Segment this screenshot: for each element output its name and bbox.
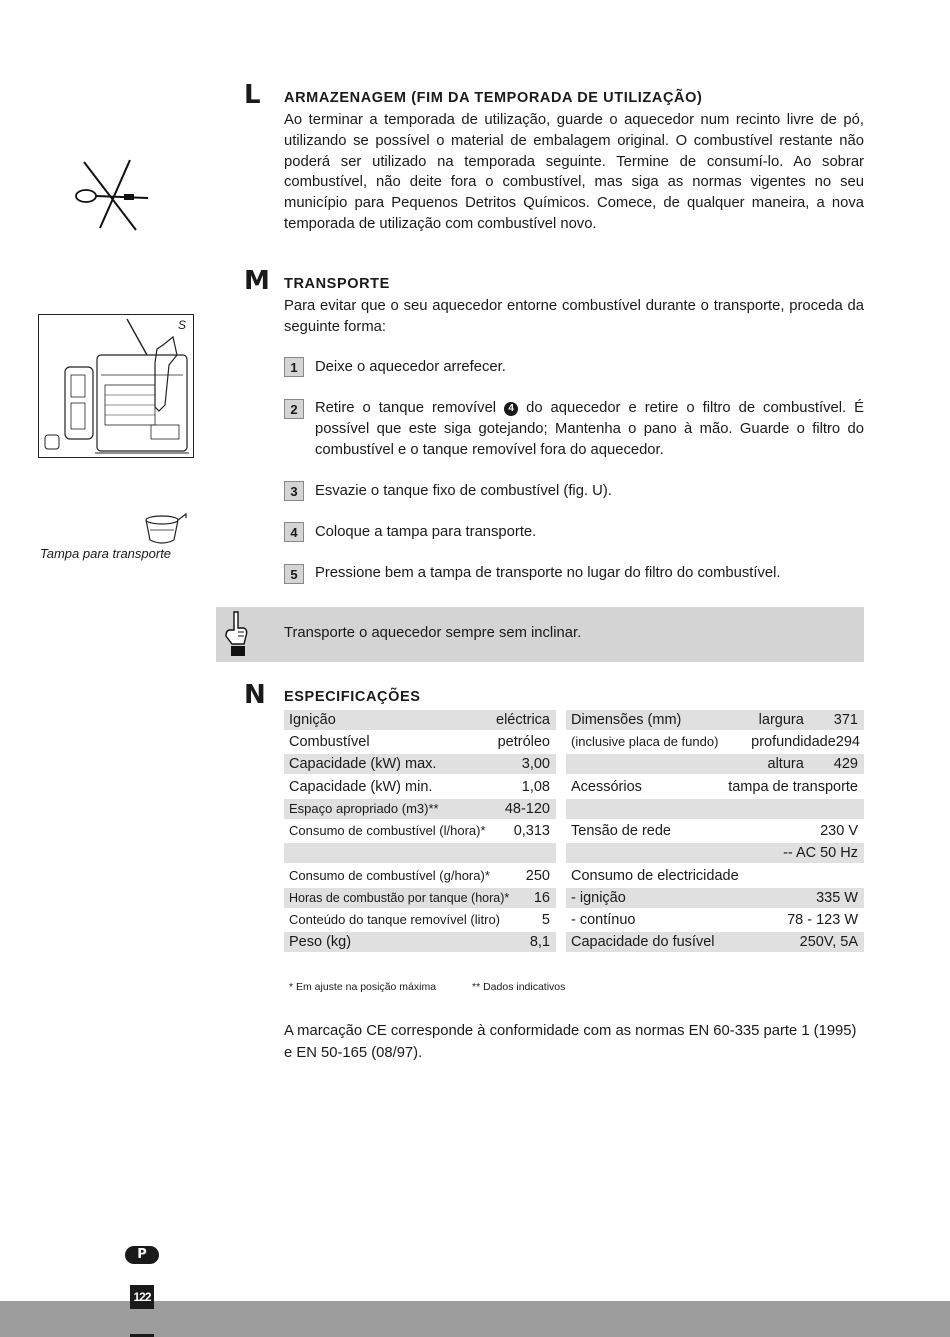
spec-row: - contínuo 78 - 123 W [571,912,858,928]
spec-row: -- AC 50 Hz [566,843,864,863]
transport-cap-icon [140,512,190,548]
step-text-before: Retire o tanque removível [315,400,497,416]
spec-row: Consumo de combustível (l/hora)* 0,313 [289,823,550,839]
spec-row: Peso (kg) 8,1 [284,932,556,952]
spec-row: Acessórios tampa de transporte [571,779,858,795]
step-text: Esvazie o tanque fixo de combustível (fig. U). [315,483,612,499]
section-letter-l: L [244,80,261,110]
figure-s-heater [38,314,194,458]
transport-intro: Para evitar que o seu aquecedor entorne combustível durante o transporte, proceda da seguinte forma: [284,298,864,335]
step-text: Pressione bem a tampa de transporte no lugar do filtro do combustível. [315,565,781,581]
spec-row: Combustível petróleo [289,734,550,750]
spec-row: Consumo de combustível (g/hora)* 250 [289,868,550,884]
step-text-after: do aquecedor e retire o filtro de combustível. É possível que este siga gotejando; Mantenha o pano à mão. Guarde o filtro do combustível e o tanque removível fora do aquecedor. [315,400,864,458]
ce-marking-text: A marcação CE corresponde à conformidade com as normas EN 60-335 parte 1 (1995) e EN 50-165 (08/97). [284,1023,857,1061]
footnote-max-setting: * Em ajuste na posição máxima [289,981,437,993]
figure-caption: Tampa para transporte [40,546,172,561]
footnote-indicative: ** Dados indicativos [472,981,566,993]
spec-row: (inclusive placa de fundo) profundidade 294 [571,734,860,750]
spec-row-empty [284,843,556,863]
section-heading-specs: ESPECIFICAÇÕES [284,689,421,705]
figure-label: S [177,318,186,332]
no-tools-icon [70,156,150,236]
part-reference-icon: 4 [504,402,518,416]
section-letter-n: N [244,680,266,710]
spec-row: Conteúdo do tanque removível (litro) 5 [289,912,550,928]
spec-row: - ignição 335 W [566,888,864,908]
section-heading-storage: ARMAZENAGEM (FIM DA TEMPORADA DE UTILIZAÇÃO) [284,90,703,106]
section-heading-transport: TRANSPORTE [284,276,390,292]
spec-row: Espaço apropriado (m3)** 48-120 [284,799,556,819]
step-number: 1 [284,357,304,377]
spec-row: Consumo de electricidade [571,868,739,884]
spec-row: Ignição eléctrica [284,710,556,730]
spec-row-empty [566,799,864,819]
step-number: 5 [284,564,304,584]
step-number: 4 [284,522,304,542]
spec-row: Capacidade (kW) max. 3,00 [284,754,556,774]
spec-row: Horas de combustão por tanque (hora)* 16 [284,888,556,908]
warning-note-text: Transporte o aquecedor sempre sem inclinar. [284,625,582,641]
spec-row: Capacidade (kW) min. 1,08 [289,779,550,795]
spec-row: Dimensões (mm) largura 371 [566,710,864,730]
heater-illustration [39,315,192,456]
step-number: 3 [284,481,304,501]
step-text: Coloque a tampa para transporte. [315,524,537,540]
section-letter-m: M [244,266,270,296]
pointing-hand-icon [222,610,250,658]
spec-row: Tensão de rede 230 V [571,823,858,839]
page-number: 122 [130,1285,154,1309]
spec-row: Capacidade do fusível 250V, 5A [566,932,864,952]
step-text: Deixe o aquecedor arrefecer. [315,359,506,375]
step-number: 2 [284,399,304,419]
language-badge: P [125,1246,159,1264]
spec-row: altura 429 [566,754,864,774]
step-text [315,398,864,460]
storage-paragraph: Ao terminar a temporada de utilização, guarde o aquecedor num recinto livre de pó, utilizando se possível o material de embalagem original. O combustível restante não poderá ser utilizado na temporada seguinte. Termine de consumí-lo. Ao sobrar combustível, não deite fora o combustível, mas siga as normas vigentes no seu município para Pequenos Detritos Químicos. Comece, de qualquer maneira, a nova temporada de utilização com combustível novo. [284,112,864,232]
